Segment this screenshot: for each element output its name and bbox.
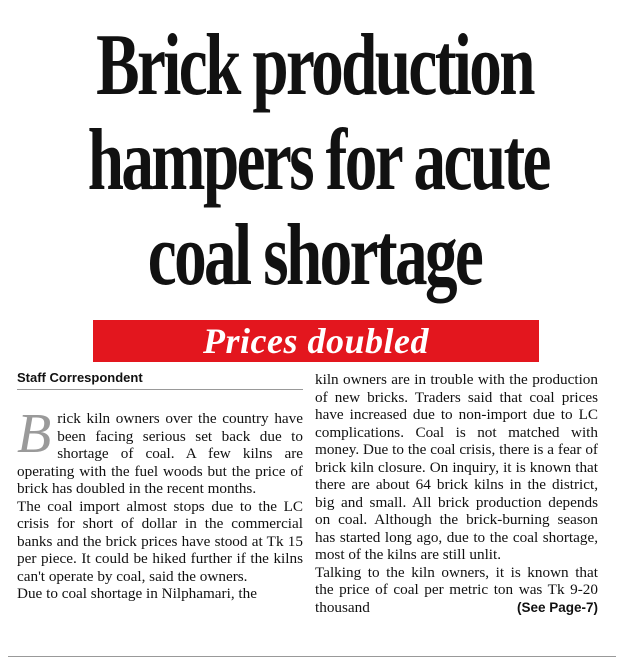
byline: Staff Correspondent xyxy=(17,370,303,390)
paragraph-3-part-2: kiln owners are in trouble with the production of new bricks. Traders said that coal prices have increased due to non-import due to LC complications. Coal is not matched with money. Due to the coal crisis, there is a fear of brick kiln closure. On inquiry, it is known that there are about 64 brick kilns in the district, big and small. All brick production depends on coal. Although the brick-burning season has started long ago, due to the coal shortage, most of the kilns are still unlit. xyxy=(315,371,598,563)
continued-link[interactable]: (See Page-7) xyxy=(516,599,598,615)
headline-line-2: hampers for acute xyxy=(87,112,549,209)
paragraph-1-text: rick kiln owners over the country have been facing serious set back due to shortage of coal. A few kilns are operating with the fuel woods but the price of brick has doubled in the recent months. xyxy=(17,410,303,497)
headline xyxy=(87,17,549,304)
drop-cap: B xyxy=(17,403,52,465)
paragraph-3-part-1: Due to coal shortage in Nilphamari, the xyxy=(17,585,257,602)
paragraph-4 xyxy=(315,564,598,617)
article-column-left xyxy=(17,370,303,603)
subheadline-banner: Prices doubled xyxy=(93,320,539,362)
paragraph-4-text: Talking to the kiln owners, it is known that the price of coal per metric ton was Tk 9-20 thousand xyxy=(315,563,598,616)
paragraph-2: The coal import almost stops due to the LC crisis for short of dollar in the commercial banks and the brick prices have stood at Tk 15 per piece. It could be hiked further if the kilns can't operate by coal, said the owners. xyxy=(17,497,303,585)
paragraph-1 xyxy=(17,403,303,498)
headline-line-1: Brick production xyxy=(96,17,533,114)
bottom-divider xyxy=(8,656,616,657)
headline-line-3: coal shortage xyxy=(147,207,482,304)
article-column-right xyxy=(315,371,598,616)
